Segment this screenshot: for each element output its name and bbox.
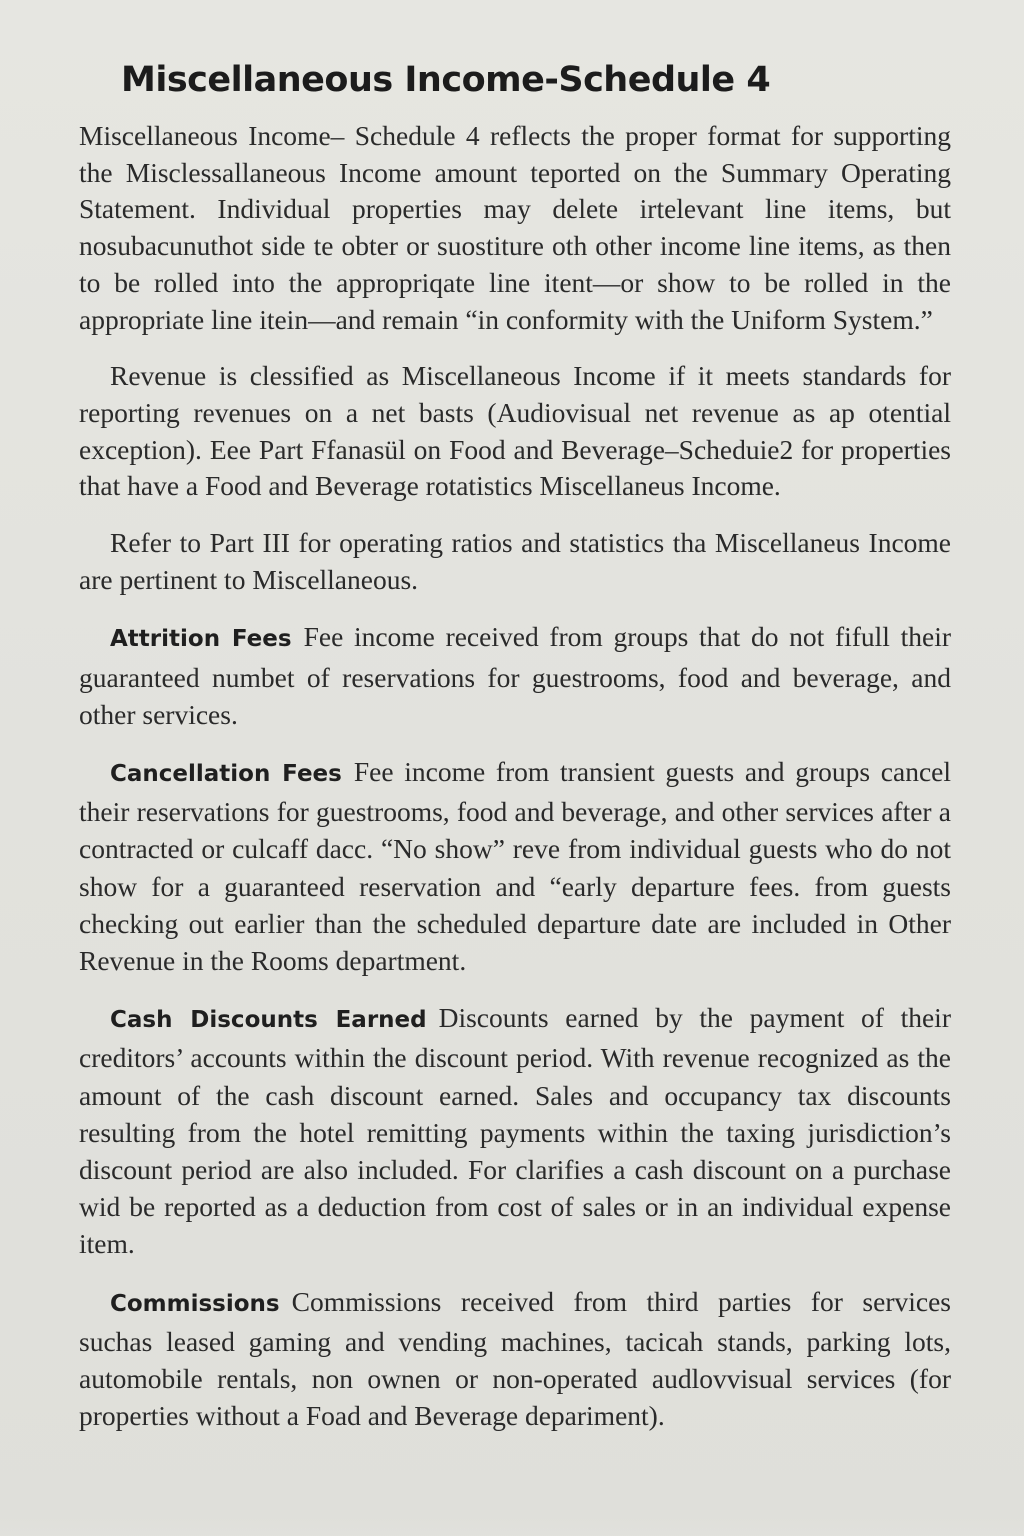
intro-paragraph: Miscellaneous Income– Schedule 4 reflects the proper format for supporting the Misclessallaneous Income amount teported on the Summary Operating Statement. Individual properties may delete irtelevant line items, but nosubacunuthot side te obter or suostiture oth other income line items, as then to be rolled into the appropriqate line itent—or show to be rolled in the appropriate line itein—and remain “in conformity with the Uniform System.” [79,120,951,335]
entry-text: Fee income from transient guests and groups cancel their reservations for guestrooms, food and beverage, and other services after a contracted or culcaff dacc. “No show” reve from individual guests who do not show for a guaranteed reservation and “early departure fees. from guests checking out earlier than the scheduled departure date are included in Other Revenue in the Rooms department. [79,756,951,977]
page-content [79,56,951,1455]
page-bottom-edge [0,1518,1024,1536]
entry-text: Commissions received from third parties for services suchas leased gaming and vending machines, tacicah stands, parking lots, automobile rentals, non ownen or non-operated audlovvisual services (for properties without a Foad and Beverage depariment). [79,1285,951,1432]
entry-commissions [79,1283,951,1435]
operating-ratios-paragraph: Refer to Part III for operating ratios and statistics tha Miscellaneus Income are pertinent to Miscellaneous. [79,527,951,595]
entry-term: Attrition Fees [110,626,292,653]
entry-term: Commissions [110,1290,280,1317]
entry-cancellation-fees [79,753,951,979]
page-title: Miscellaneous Income-Schedule 4 [121,60,771,100]
entry-attrition-fees [79,618,951,733]
entry-term: Cash Discounts Earned [110,1007,427,1034]
entry-text: Fee income received from groups that do not fifull their guaranteed numbet of reservations for guestrooms, food and beverage, and other services. [79,621,952,730]
entry-term: Cancellation Fees [110,761,342,788]
entry-cash-discounts-earned [79,999,951,1262]
entry-text: Discounts earned by the payment of their creditors’ accounts within the discount period. With revenue recognized as the amount of the cash discount earned. Sales and occupancy tax discounts resulting from the hotel remitting payments within the taxing jurisdiction’s discount period are also included. For clarifies a cash discount on a purchase wid be reported as a deduction from cost of sales or in an individual expense item. [79,1002,951,1260]
revenue-classification-paragraph: Revenue is clessified as Miscellaneous Income if it meets standards for reporting revenues on a net basts (Audiovisual net revenue as ap otential exception). Eee Part Ffanasül on Food and Beverage–Scheduie2 for properties that have a Food and Beverage rotatistics Miscellaneus Income. [79,360,951,502]
